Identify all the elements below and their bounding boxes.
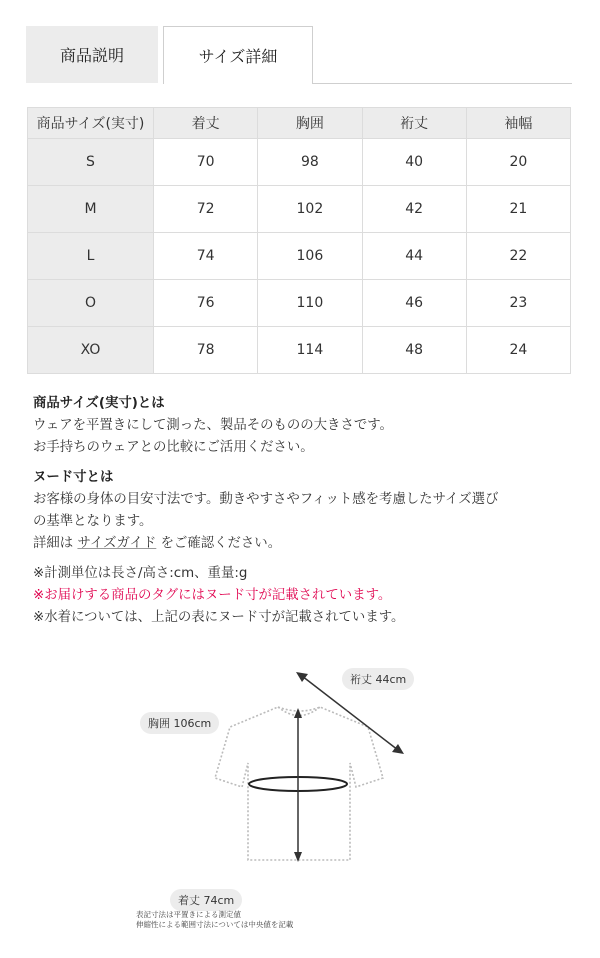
table-cell: 22 xyxy=(466,233,570,280)
body-length-label: 着丈 74cm xyxy=(170,889,242,911)
size-label: L xyxy=(28,233,154,280)
nude-size-text: の基準となります。 xyxy=(33,514,153,529)
actual-size-text: お手持ちのウェアとの比較にご活用ください。 xyxy=(33,440,314,455)
table-cell: 46 xyxy=(362,280,466,327)
table-cell: 44 xyxy=(362,233,466,280)
tab-size-details[interactable]: サイズ詳細 xyxy=(163,26,313,84)
table-cell: 48 xyxy=(362,327,466,374)
column-header: 胸囲 xyxy=(258,108,362,139)
size-label: S xyxy=(28,139,154,186)
table-cell: 110 xyxy=(258,280,362,327)
table-row xyxy=(28,186,571,233)
table-header-row xyxy=(28,108,571,139)
actual-size-text: ウェアを平置きにして測った、製品そのものの大きさです。 xyxy=(33,418,393,433)
nude-size-title: ヌード寸とは xyxy=(33,470,114,485)
detail-suffix: をご確認ください。 xyxy=(156,536,282,551)
tab-underline xyxy=(313,83,572,84)
table-cell: 23 xyxy=(466,280,570,327)
table-cell: 102 xyxy=(258,186,362,233)
column-header: 商品サイズ(実寸) xyxy=(28,108,154,139)
tag-warning-note: ※お届けする商品のタグにはヌード寸が記載されています。 xyxy=(33,588,392,603)
table-cell: 74 xyxy=(154,233,258,280)
size-guide-line xyxy=(33,533,573,555)
table-cell: 98 xyxy=(258,139,362,186)
chest-label: 胸囲 106cm xyxy=(140,712,219,734)
table-cell: 42 xyxy=(362,186,466,233)
table-cell: 78 xyxy=(154,327,258,374)
unit-note: ※計測単位は長さ/高さ:cm、重量:g xyxy=(33,566,248,581)
table-cell: 20 xyxy=(466,139,570,186)
actual-size-title: 商品サイズ(実寸)とは xyxy=(33,396,165,411)
measurement-footnote: 伸縮性による範囲寸法については中央値を記載 xyxy=(136,920,294,929)
tab-bar xyxy=(26,26,572,84)
size-label: M xyxy=(28,186,154,233)
size-guide-link[interactable]: サイズガイド xyxy=(77,536,157,551)
swimwear-note: ※水着については、上記の表にヌード寸が記載されています。 xyxy=(33,610,405,625)
measurement-footnote: 表記寸法は平置きによる測定値 xyxy=(136,910,241,919)
table-cell: 114 xyxy=(258,327,362,374)
table-cell: 106 xyxy=(258,233,362,280)
size-table xyxy=(27,107,571,374)
measurement-diagram xyxy=(130,660,430,940)
column-header: 袖幅 xyxy=(466,108,570,139)
column-header: 裄丈 xyxy=(362,108,466,139)
table-cell: 76 xyxy=(154,280,258,327)
sleeve-length-label: 裄丈 44cm xyxy=(342,668,414,690)
table-cell: 70 xyxy=(154,139,258,186)
nude-size-text: お客様の身体の目安寸法です。動きやすさやフィット感を考慮したサイズ選び xyxy=(33,492,499,507)
size-notes xyxy=(33,393,573,629)
tab-product-description[interactable]: 商品説明 xyxy=(26,26,158,83)
detail-prefix: 詳細は xyxy=(33,536,78,551)
table-row xyxy=(28,327,571,374)
table-row xyxy=(28,233,571,280)
table-cell: 40 xyxy=(362,139,466,186)
table-cell: 24 xyxy=(466,327,570,374)
table-cell: 72 xyxy=(154,186,258,233)
size-label: O xyxy=(28,280,154,327)
table-cell: 21 xyxy=(466,186,570,233)
column-header: 着丈 xyxy=(154,108,258,139)
size-label: XO xyxy=(28,327,154,374)
table-row xyxy=(28,280,571,327)
table-row xyxy=(28,139,571,186)
